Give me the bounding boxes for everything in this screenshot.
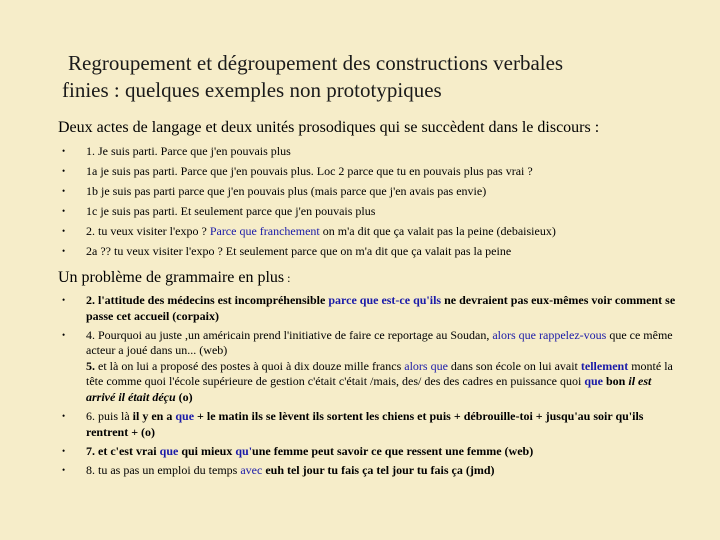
section-2-list [62, 293, 682, 482]
list-item: • 2. tu veux visiter l'expo ? Parce que franchement on m'a dit que ça valait pas la peine (debaisieux) [62, 221, 662, 241]
list-item: • 1c je suis pas parti. Et seulement parce que j'en pouvais plus [62, 201, 662, 221]
slide-title [62, 50, 702, 104]
bullet-icon: • [62, 246, 66, 256]
bullet-icon: • [62, 226, 66, 236]
bullet-icon: • [62, 411, 66, 422]
bullet-icon: • [62, 329, 66, 340]
list-item: • 7. et c'est vrai que qui mieux qu'une femme peut savoir ce que ressent une femme (web) [62, 443, 534, 458]
list-item: • 4. Pourquoi au juste ,un américain prend l'initiative de faire ce reportage au Soudan, alors que rappelez-vous que ce même acteur a joué dans un... (web) 5. et là on lui a proposé des postes à quoi à dix douze mille francs alors que dans son école on lui avait tellement monté la tête comme quoi l'école supérieure de gestion c'était c'était /mais, des/ des des cadres en puissance quoi que bon il est arrivé il était déçu (o) [62, 327, 673, 405]
bullet-icon: • [62, 206, 66, 216]
list-item: • 1. Je suis parti. Parce que j'en pouvais plus [62, 141, 662, 161]
list-item: • 8. tu as pas un emploi du temps avec euh tel jour tu fais ça tel jour tu fais ça (jmd) [62, 462, 495, 477]
bullet-icon: • [62, 295, 66, 305]
bullet-icon: • [62, 166, 66, 176]
list-item: • 2a ?? tu veux visiter l'expo ? Et seulement parce que on m'a dit que ça valait pas la peine [62, 241, 662, 261]
bullet-icon: • [62, 186, 66, 196]
list-item: • 1a je suis pas parti. Parce que j'en pouvais plus. Loc 2 parce que tu en pouvais plus pas vrai ? [62, 161, 662, 181]
bullet-icon: • [62, 445, 66, 456]
title-line-1: Regroupement et dégroupement des constructions verbales [68, 51, 564, 75]
title-line-2: finies : quelques exemples non prototypiques [62, 78, 442, 102]
bullet-icon: • [62, 464, 66, 475]
list-item: • 6. puis là il y en a que + le matin ils se lèvent ils sortent les chiens et puis + débrouille-toi + jusqu'au soir qu'ils rentrent + (o) [62, 409, 644, 439]
section-1-list [62, 141, 662, 261]
section-1-heading: Deux actes de langage et deux unités prosodiques qui se succèdent dans le discours : [58, 119, 600, 136]
list-item: • 1b je suis pas parti parce que j'en pouvais plus (mais parce que j'en avais pas envie) [62, 181, 662, 201]
bullet-icon: • [62, 146, 66, 156]
list-item: • 2. l'attitude des médecins est incompréhensible parce que est-ce qu'ils ne devraient pas eux-mêmes voir comment se passe cet accueil (corpaix) [62, 293, 676, 323]
section-2-heading: Un problème de grammaire en plus : [58, 269, 291, 286]
